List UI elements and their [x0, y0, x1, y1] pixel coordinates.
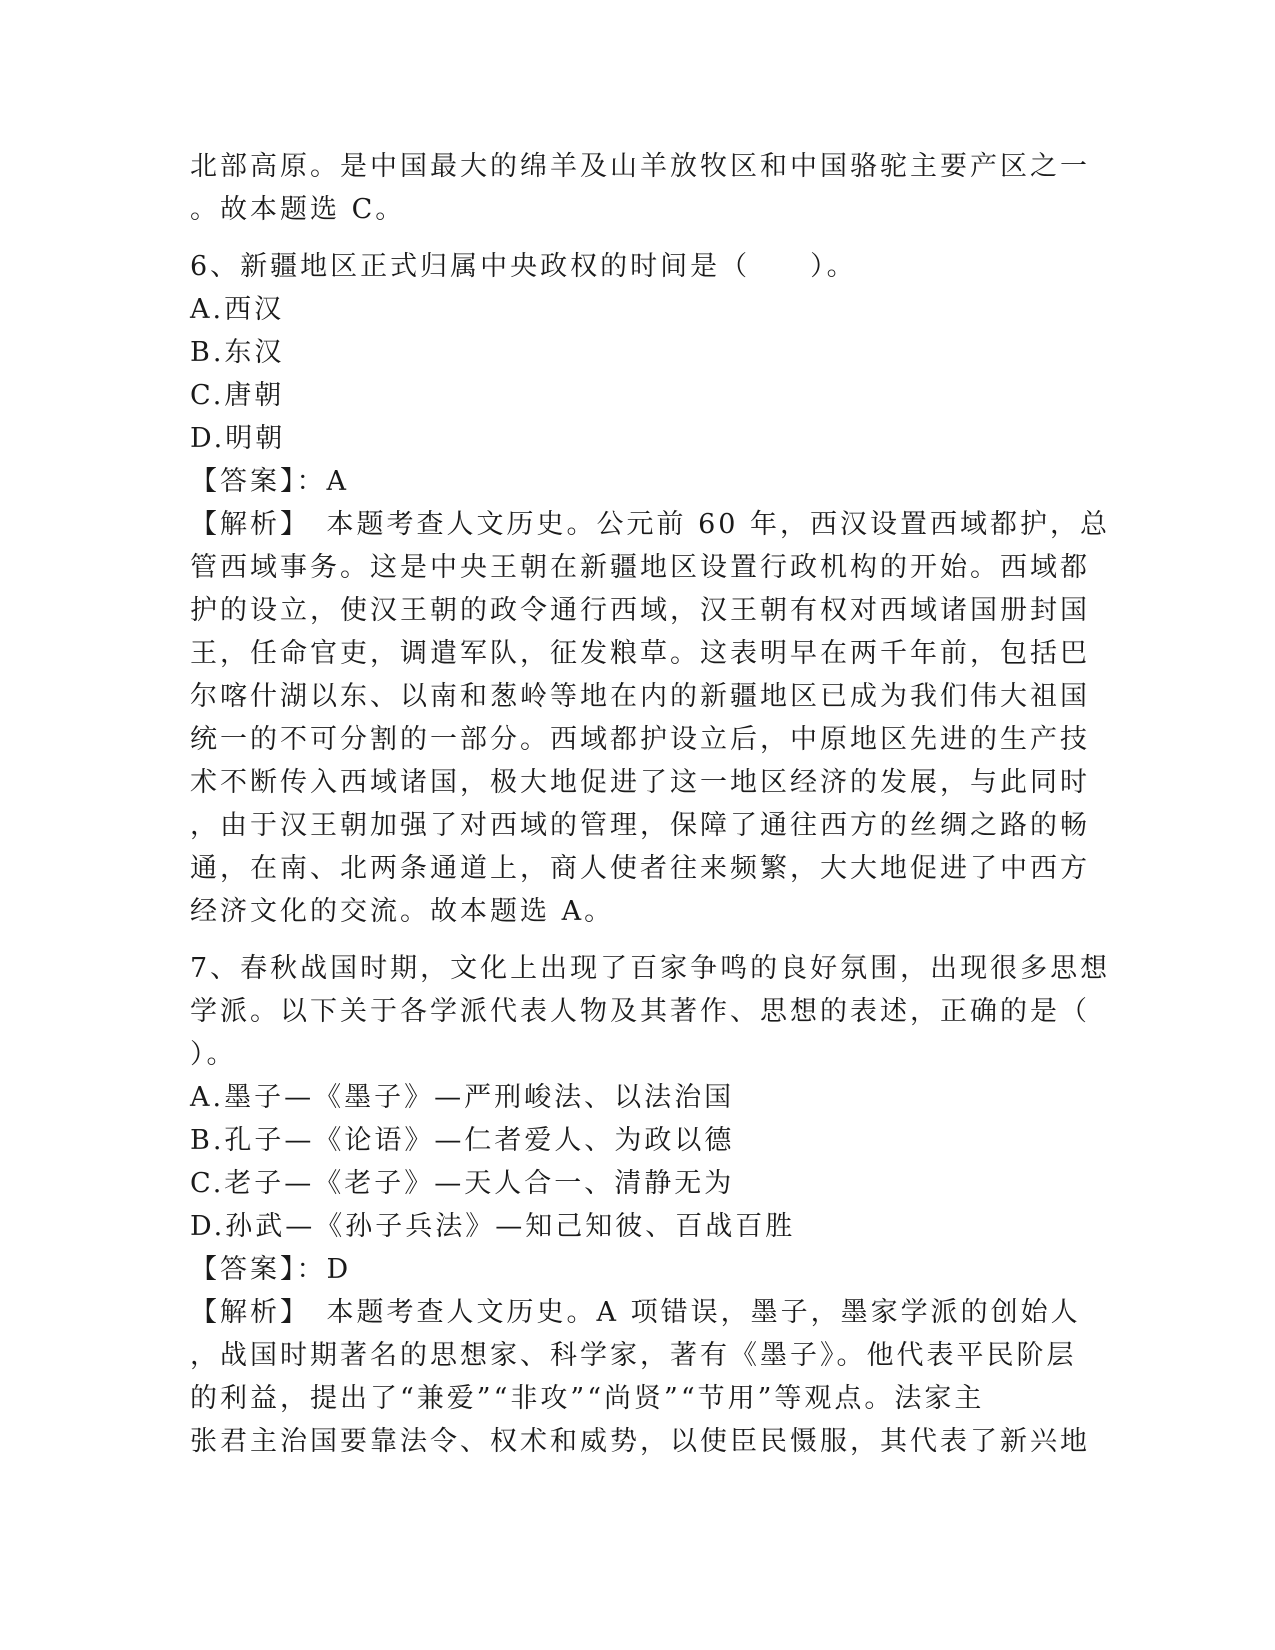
option-c: C.老子—《老子》—天人合一、清静无为: [190, 1168, 735, 1199]
analysis-line: 经济文化的交流。故本题选 A。: [190, 896, 615, 927]
option-d: D.明朝: [190, 423, 286, 454]
option-b: B.东汉: [190, 337, 285, 368]
question-text: 学派。以下关于各学派代表人物及其著作、思想的表述，正确的是（: [190, 996, 1090, 1027]
analysis-line: 术不断传入西域诸国，极大地促进了这一地区经济的发展，与此同时: [190, 767, 1090, 798]
text-line: 。故本题选 C。: [190, 194, 406, 225]
option-a: A.西汉: [190, 294, 285, 325]
question-7: [190, 947, 1111, 1463]
option-b: B.孔子—《论语》—仁者爱人、为政以德: [190, 1125, 735, 1156]
answer-label: 【答案】：A: [190, 466, 349, 497]
option-c: C.唐朝: [190, 380, 285, 411]
analysis-line: 护的设立，使汉王朝的政令通行西域，汉王朝有权对西域诸国册封国: [190, 595, 1090, 626]
option-d: D.孙武—《孙子兵法》—知己知彼、百战百胜: [190, 1211, 796, 1242]
document-page: [190, 145, 1111, 1463]
analysis-line: 统一的不可分割的一部分。西域都护设立后，中原地区先进的生产技: [190, 724, 1090, 755]
analysis-line: 【解析】 本题考查人文历史。A 项错误，墨子，墨家学派的创始人: [190, 1297, 1081, 1328]
analysis-line: 【解析】 本题考查人文历史。公元前 60 年，西汉设置西域都护，总: [190, 509, 1111, 540]
analysis-line: ，由于汉王朝加强了对西域的管理，保障了通往西方的丝绸之路的畅: [190, 810, 1090, 841]
analysis-line: 管西域事务。这是中央王朝在新疆地区设置行政机构的开始。西域都: [190, 552, 1090, 583]
analysis-line: 尔喀什湖以东、以南和葱岭等地在内的新疆地区已成为我们伟大祖国: [190, 681, 1090, 712]
analysis-line: 通，在南、北两条通道上，商人使者往来频繁，大大地促进了中西方: [190, 853, 1090, 884]
text-line: 北部高原。是中国最大的绵羊及山羊放牧区和中国骆驼主要产区之一: [190, 151, 1090, 182]
analysis-line: 王，任命官吏，调遣军队，征发粮草。这表明早在两千年前，包括巴: [190, 638, 1090, 669]
question-6: [190, 245, 1111, 933]
analysis-line: 张君主治国要靠法令、权术和威势，以使臣民慑服，其代表了新兴地: [190, 1426, 1090, 1457]
question-text: ）。: [190, 1039, 237, 1070]
analysis-line: ，战国时期著名的思想家、科学家，著有《墨子》。他代表平民阶层: [190, 1340, 1077, 1371]
question-text: 7、春秋战国时期，文化上出现了百家争鸣的良好氛围，出现很多思想: [190, 953, 1111, 984]
answer-label: 【答案】：D: [190, 1254, 352, 1285]
option-a: A.墨子—《墨子》—严刑峻法、以法治国: [190, 1082, 735, 1113]
analysis-line: 的利益，提出了“兼爱”“非攻”“尚贤”“节用”等观点。法家主: [190, 1383, 985, 1414]
previous-analysis-continuation: [190, 145, 1090, 231]
question-text: 6、新疆地区正式归属中央政权的时间是（ ）。: [190, 251, 857, 282]
